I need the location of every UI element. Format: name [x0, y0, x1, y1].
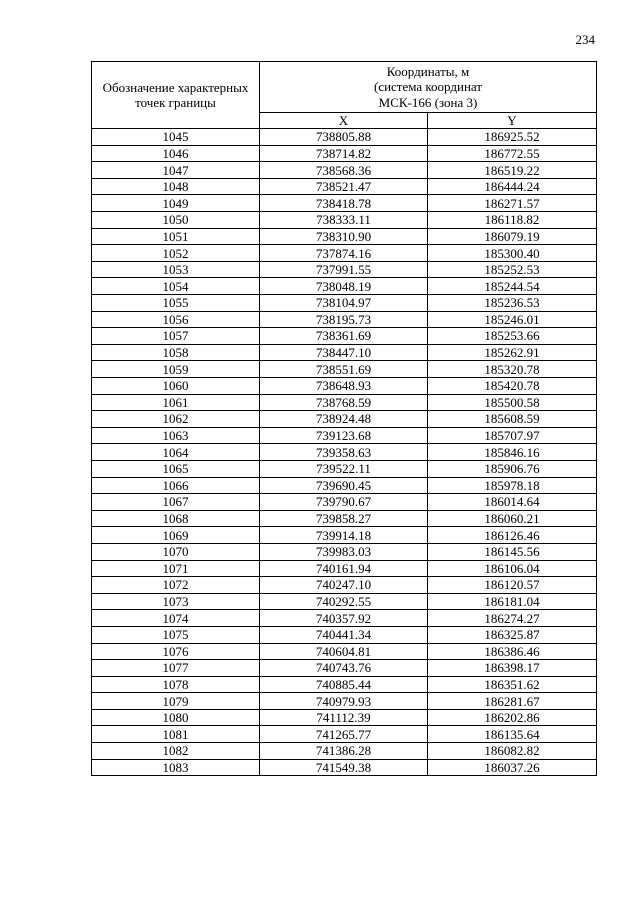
point-id-cell: 1059	[92, 361, 260, 378]
x-coordinate-cell: 739690.45	[260, 477, 428, 494]
table-row	[92, 195, 597, 212]
table-row	[92, 477, 597, 494]
table-body	[92, 129, 597, 776]
y-coordinate-cell: 185906.76	[428, 460, 597, 477]
table-row	[92, 162, 597, 179]
x-coordinate-cell: 740357.92	[260, 610, 428, 627]
x-coordinate-cell: 738361.69	[260, 328, 428, 345]
x-coordinate-cell: 740743.76	[260, 660, 428, 677]
table-row	[92, 527, 597, 544]
point-id-cell: 1073	[92, 593, 260, 610]
point-id-cell: 1045	[92, 129, 260, 146]
x-coordinate-cell: 738048.19	[260, 278, 428, 295]
point-id-cell: 1077	[92, 660, 260, 677]
x-coordinate-cell: 738195.73	[260, 311, 428, 328]
table-row	[92, 543, 597, 560]
y-column-header: Y	[428, 113, 597, 129]
table-row	[92, 245, 597, 262]
table-row	[92, 295, 597, 312]
table-row	[92, 743, 597, 760]
y-coordinate-cell: 186772.55	[428, 145, 597, 162]
point-id-cell: 1076	[92, 643, 260, 660]
x-coordinate-cell: 738104.97	[260, 295, 428, 312]
y-coordinate-cell: 186014.64	[428, 494, 597, 511]
y-coordinate-cell: 186106.04	[428, 560, 597, 577]
y-coordinate-cell: 185320.78	[428, 361, 597, 378]
table-row	[92, 510, 597, 527]
coordinates-table	[91, 61, 597, 776]
table-row	[92, 311, 597, 328]
table-row	[92, 145, 597, 162]
table-row	[92, 178, 597, 195]
y-coordinate-cell: 186135.64	[428, 726, 597, 743]
point-id-cell: 1066	[92, 477, 260, 494]
point-id-cell: 1083	[92, 759, 260, 776]
point-id-cell: 1054	[92, 278, 260, 295]
table-row	[92, 411, 597, 428]
table-row	[92, 129, 597, 146]
y-coordinate-cell: 185420.78	[428, 378, 597, 395]
table-row	[92, 676, 597, 693]
table-row	[92, 660, 597, 677]
x-coordinate-cell: 740885.44	[260, 676, 428, 693]
x-coordinate-cell: 739123.68	[260, 427, 428, 444]
x-coordinate-cell: 739358.63	[260, 444, 428, 461]
x-coordinate-cell: 738568.36	[260, 162, 428, 179]
x-coordinate-cell: 740247.10	[260, 577, 428, 594]
table-row	[92, 261, 597, 278]
point-id-cell: 1060	[92, 378, 260, 395]
point-id-cell: 1051	[92, 228, 260, 245]
table-row	[92, 560, 597, 577]
x-coordinate-cell: 738768.59	[260, 394, 428, 411]
point-id-cell: 1080	[92, 709, 260, 726]
y-coordinate-cell: 186325.87	[428, 626, 597, 643]
y-coordinate-cell: 186037.26	[428, 759, 597, 776]
point-id-cell: 1047	[92, 162, 260, 179]
y-coordinate-cell: 186274.27	[428, 610, 597, 627]
point-id-cell: 1049	[92, 195, 260, 212]
x-coordinate-cell: 740292.55	[260, 593, 428, 610]
y-coordinate-cell: 186126.46	[428, 527, 597, 544]
y-coordinate-cell: 185300.40	[428, 245, 597, 262]
y-coordinate-cell: 185978.18	[428, 477, 597, 494]
x-coordinate-cell: 738924.48	[260, 411, 428, 428]
point-id-cell: 1078	[92, 676, 260, 693]
y-coordinate-cell: 185608.59	[428, 411, 597, 428]
x-coordinate-cell: 738648.93	[260, 378, 428, 395]
y-coordinate-cell: 186145.56	[428, 543, 597, 560]
x-coordinate-cell: 741549.38	[260, 759, 428, 776]
x-coordinate-cell: 737991.55	[260, 261, 428, 278]
table-row	[92, 610, 597, 627]
table-row	[92, 709, 597, 726]
x-coordinate-cell: 738551.69	[260, 361, 428, 378]
x-coordinate-cell: 741265.77	[260, 726, 428, 743]
table-row	[92, 626, 597, 643]
y-coordinate-cell: 185707.97	[428, 427, 597, 444]
y-coordinate-cell: 186519.22	[428, 162, 597, 179]
y-coordinate-cell: 185246.01	[428, 311, 597, 328]
point-id-cell: 1067	[92, 494, 260, 511]
x-coordinate-cell: 738714.82	[260, 145, 428, 162]
table-row	[92, 427, 597, 444]
point-id-cell: 1070	[92, 543, 260, 560]
x-coordinate-cell: 740604.81	[260, 643, 428, 660]
page-number: 234	[575, 32, 595, 47]
table-row	[92, 328, 597, 345]
table-row	[92, 460, 597, 477]
table-row	[92, 593, 597, 610]
coordinates-header-line3: МСК-166 (зона 3)	[378, 94, 478, 110]
y-coordinate-cell: 186060.21	[428, 510, 597, 527]
x-coordinate-cell: 740979.93	[260, 693, 428, 710]
point-id-cell: 1082	[92, 743, 260, 760]
table-row	[92, 228, 597, 245]
x-coordinate-cell: 740441.34	[260, 626, 428, 643]
y-coordinate-cell: 185236.53	[428, 295, 597, 312]
x-coordinate-cell: 739522.11	[260, 460, 428, 477]
table-row	[92, 278, 597, 295]
x-coordinate-cell: 738418.78	[260, 195, 428, 212]
table-row	[92, 693, 597, 710]
point-id-cell: 1061	[92, 394, 260, 411]
y-coordinate-cell: 185262.91	[428, 344, 597, 361]
y-coordinate-cell: 186082.82	[428, 743, 597, 760]
table-row	[92, 394, 597, 411]
table-header	[92, 62, 597, 129]
x-coordinate-cell: 738447.10	[260, 344, 428, 361]
y-coordinate-cell: 186271.57	[428, 195, 597, 212]
x-coordinate-cell: 738805.88	[260, 129, 428, 146]
point-id-cell: 1048	[92, 178, 260, 195]
coordinates-header	[260, 62, 597, 113]
point-id-cell: 1068	[92, 510, 260, 527]
x-coordinate-cell: 738310.90	[260, 228, 428, 245]
point-id-cell: 1052	[92, 245, 260, 262]
table-row	[92, 643, 597, 660]
x-coordinate-cell: 739983.03	[260, 543, 428, 560]
y-coordinate-cell: 186079.19	[428, 228, 597, 245]
y-coordinate-cell: 186281.67	[428, 693, 597, 710]
table-row	[92, 361, 597, 378]
point-id-cell: 1081	[92, 726, 260, 743]
point-id-cell: 1057	[92, 328, 260, 345]
point-id-cell: 1075	[92, 626, 260, 643]
table-row	[92, 344, 597, 361]
x-coordinate-cell: 741386.28	[260, 743, 428, 760]
point-id-cell: 1079	[92, 693, 260, 710]
point-id-cell: 1053	[92, 261, 260, 278]
table-row	[92, 494, 597, 511]
y-coordinate-cell: 185500.58	[428, 394, 597, 411]
y-coordinate-cell: 186120.57	[428, 577, 597, 594]
table-row	[92, 759, 597, 776]
point-id-cell: 1065	[92, 460, 260, 477]
table-row	[92, 726, 597, 743]
point-designation-header: Обозначение характерных точек границы	[92, 62, 260, 129]
y-coordinate-cell: 186181.04	[428, 593, 597, 610]
y-coordinate-cell: 186351.62	[428, 676, 597, 693]
point-id-cell: 1046	[92, 145, 260, 162]
point-id-cell: 1064	[92, 444, 260, 461]
table-row	[92, 444, 597, 461]
point-id-cell: 1074	[92, 610, 260, 627]
y-coordinate-cell: 185846.16	[428, 444, 597, 461]
point-id-cell: 1055	[92, 295, 260, 312]
y-coordinate-cell: 186444.24	[428, 178, 597, 195]
y-coordinate-cell: 185253.66	[428, 328, 597, 345]
table-row	[92, 577, 597, 594]
x-column-header: X	[260, 113, 428, 129]
point-id-cell: 1058	[92, 344, 260, 361]
table-row	[92, 212, 597, 229]
y-coordinate-cell: 186398.17	[428, 660, 597, 677]
point-id-cell: 1056	[92, 311, 260, 328]
x-coordinate-cell: 741112.39	[260, 709, 428, 726]
x-coordinate-cell: 737874.16	[260, 245, 428, 262]
point-id-cell: 1072	[92, 577, 260, 594]
point-id-cell: 1063	[92, 427, 260, 444]
y-coordinate-cell: 186386.46	[428, 643, 597, 660]
point-id-cell: 1050	[92, 212, 260, 229]
point-id-cell: 1069	[92, 527, 260, 544]
point-id-cell: 1062	[92, 411, 260, 428]
y-coordinate-cell: 186202.86	[428, 709, 597, 726]
x-coordinate-cell: 739858.27	[260, 510, 428, 527]
coordinates-header-line2: (система координат	[373, 79, 483, 95]
x-coordinate-cell: 740161.94	[260, 560, 428, 577]
x-coordinate-cell: 739914.18	[260, 527, 428, 544]
point-id-cell: 1071	[92, 560, 260, 577]
table-row	[92, 378, 597, 395]
y-coordinate-cell: 185244.54	[428, 278, 597, 295]
x-coordinate-cell: 738333.11	[260, 212, 428, 229]
coordinates-header-line1: Координаты, м	[386, 64, 470, 80]
y-coordinate-cell: 185252.53	[428, 261, 597, 278]
x-coordinate-cell: 739790.67	[260, 494, 428, 511]
x-coordinate-cell: 738521.47	[260, 178, 428, 195]
y-coordinate-cell: 186118.82	[428, 212, 597, 229]
y-coordinate-cell: 186925.52	[428, 129, 597, 146]
